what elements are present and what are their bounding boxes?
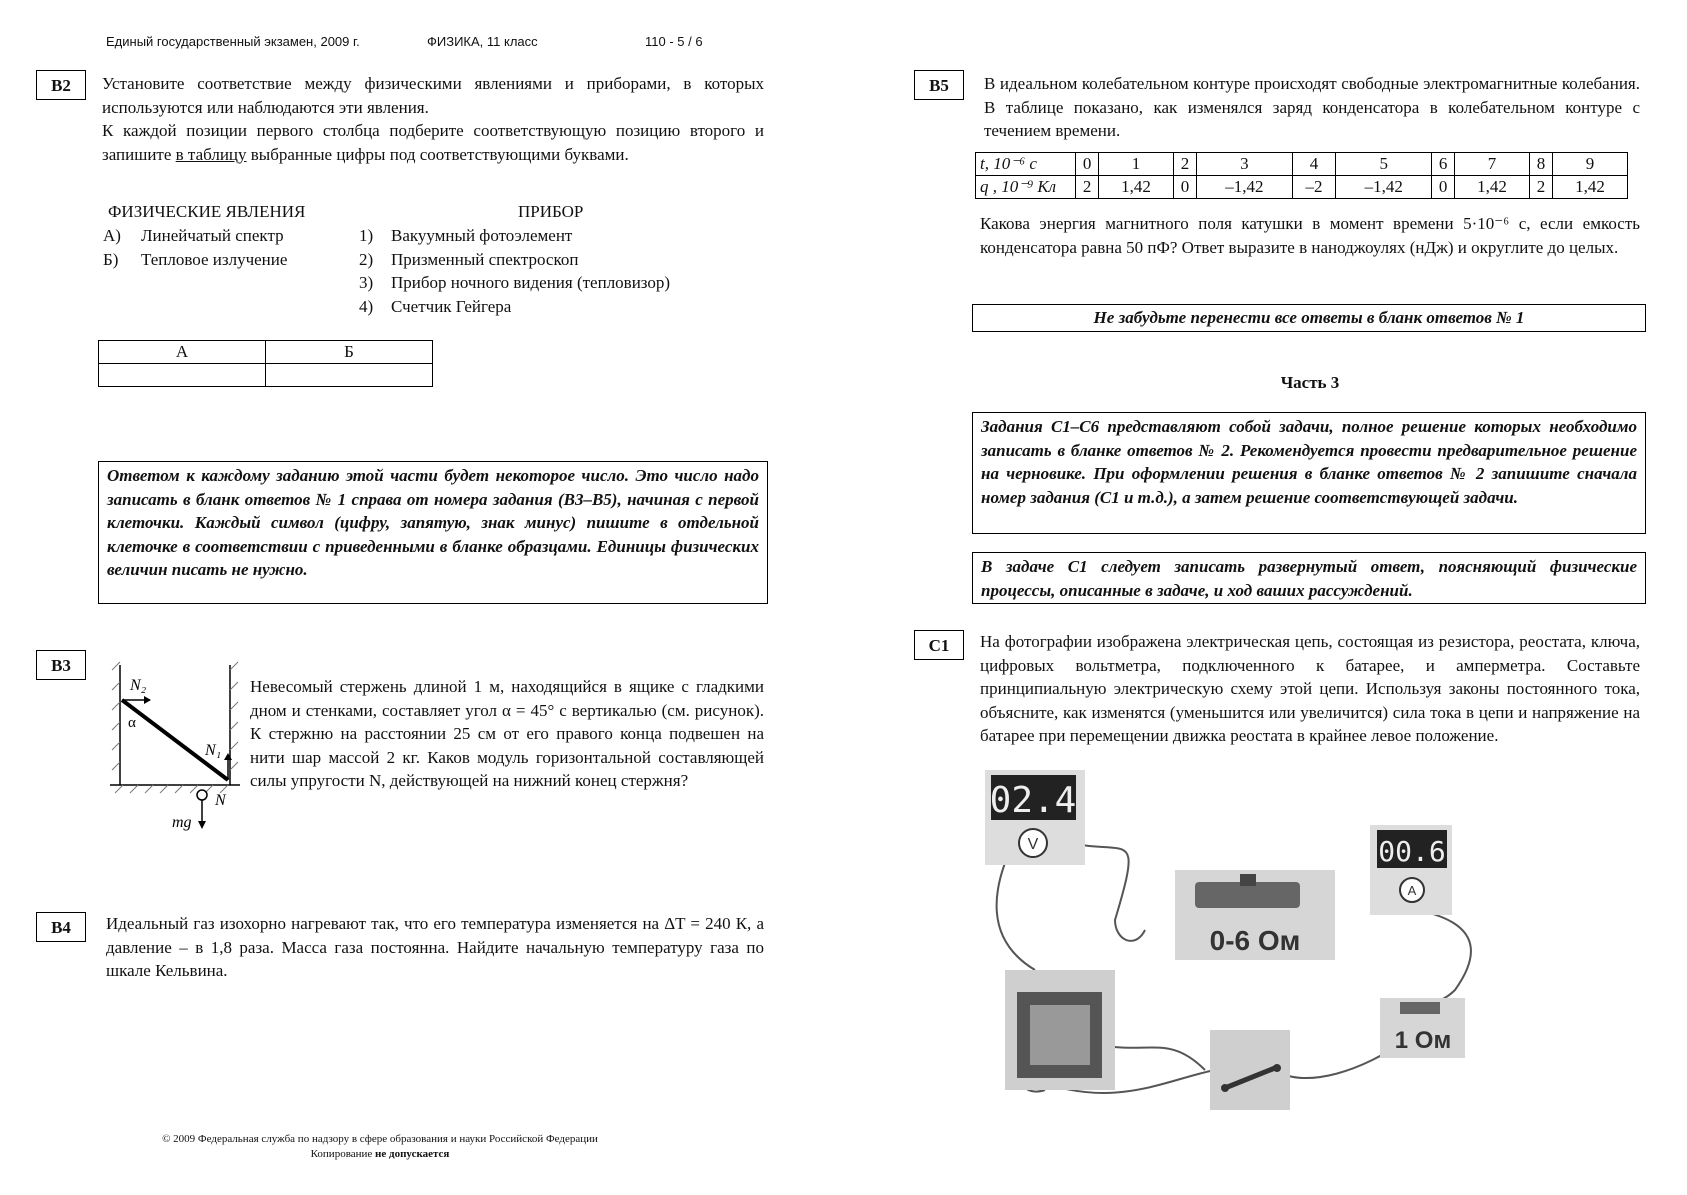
q-cell: 2 [1529, 176, 1552, 199]
b2-text [102, 72, 764, 166]
t-cell: 0 [1076, 153, 1099, 176]
b3-text: Невесомый стержень длиной 1 м, находящийся в ящике с гладкими дном и стенками, составляет угол α = 45° с вертикалью (см. рисунок). К стержню на расстоянии 25 см от его правого конца подвешен на нити шар массой 2 кг. Каков модуль горизонтальной составляющей силы упругости N, действующей на нижний конец стержня? [250, 677, 764, 790]
t-cell: 4 [1292, 153, 1336, 176]
q-cell: 1,42 [1455, 176, 1530, 199]
q-cell: 2 [1076, 176, 1099, 199]
b2-col1-title: ФИЗИЧЕСКИЕ ЯВЛЕНИЯ [108, 202, 306, 221]
device-item: 1) Вакуумный фотоэлемент [359, 226, 573, 245]
ammeter [1370, 825, 1452, 915]
reminder-box: Не забудьте перенести все ответы в бланк ответов № 1 [972, 304, 1646, 332]
alpha-label: α [128, 715, 136, 731]
footer [100, 1132, 660, 1162]
voltmeter [985, 770, 1085, 865]
phenomenon-item: А) Линейчатый спектр [103, 226, 284, 245]
voltmeter-display: 02.4 [989, 780, 1077, 821]
table-row-charge [976, 176, 1628, 199]
task-tag-b4: B4 [36, 912, 86, 942]
c1-text: На фотографии изображена электрическая цепь, состоящая из резистора, реостата, ключа, цифровых вольтметра, подключенного к батарее, и амперметра. Составьте принципиальную электрическую схему этой цепи. Используя законы постоянного тока, объясните, как изменятся (уменьшится или увеличится) сила тока в цепи и напряжение на батарее при перемещении движка реостата в крайнее левое положение. [980, 632, 1640, 745]
b2-text2-underlined: в таблицу [175, 144, 247, 164]
rod [122, 700, 228, 780]
t-cell: 6 [1432, 153, 1455, 176]
t-cell: 1 [1099, 153, 1174, 176]
t-cell: 8 [1529, 153, 1552, 176]
ammeter-symbol: A [1407, 883, 1417, 898]
t-cell: 9 [1553, 153, 1628, 176]
b2-text2a: К каждой позиции первого столбца подберите соответствующую позицию второго и запишите [102, 121, 764, 164]
part3-title: Часть 3 [1280, 373, 1340, 392]
footer-copyright: © 2009 Федеральная служба по надзору в сфере образования и науки Российской Федерации [162, 1133, 598, 1145]
ball [197, 790, 207, 800]
n1-label: N₁ [205, 742, 222, 759]
header-exam: Единый государственный экзамен, 2009 г. [106, 34, 360, 49]
c1-circuit-photo [985, 770, 1505, 1120]
q-cell: 0 [1432, 176, 1455, 199]
q-label: q , 10⁻⁹ Кл [976, 176, 1076, 199]
table-row-time [976, 153, 1628, 176]
header-page: 110 - 5 / 6 [645, 34, 703, 49]
task-tag-c1: C1 [914, 630, 964, 660]
header-subject: ФИЗИКА, 11 класс [427, 34, 538, 49]
q-cell: 0 [1173, 176, 1196, 199]
task-tag-b5: B5 [914, 70, 964, 100]
q-cell: –1,42 [1336, 176, 1432, 199]
q-cell: –2 [1292, 176, 1336, 199]
t-label: t, 10⁻⁶ с [976, 153, 1076, 176]
battery [1005, 970, 1115, 1090]
device-item: 3) Прибор ночного видения (тепловизор) [359, 273, 671, 292]
b4-text: Идеальный газ изохорно нагревают так, что его температура изменяется на ΔT = 240 К, а давление – в 1,8 раза. Масса газа постоянна. Найдите начальную температуру газа по шкале Кельвина. [106, 914, 764, 980]
ammeter-display: 00.6 [1378, 835, 1446, 868]
t-cell: 2 [1173, 153, 1196, 176]
footer-copy-note: Копирование не допускается [310, 1148, 450, 1160]
rheostat [1175, 870, 1335, 960]
b2-answer-table [98, 340, 433, 387]
b2-text1: Установите соответствие между физическими явлениями и приборами, в которых используются или наблюдаются эти явления. [102, 74, 764, 117]
q-cell: 1,42 [1553, 176, 1628, 199]
b2-text2b: выбранные цифры под соответствующими буквами. [250, 144, 629, 164]
q-cell: 1,42 [1099, 176, 1174, 199]
answer-header-b: Б [266, 341, 433, 364]
b3-rod-figure [100, 655, 240, 835]
device-item: 4) Счетчик Гейгера [359, 296, 512, 316]
answer-cell-a[interactable] [99, 364, 266, 387]
phenomenon-item: Б) Тепловое излучение [103, 249, 288, 269]
switch-key [1210, 1030, 1290, 1110]
b5-question: Какова энергия магнитного поля катушки в момент времени 5·10⁻⁶ с, если емкость конденсатора равна 50 пФ? Ответ выразите в наноджоулях (нДж) и округлите до целых. [980, 214, 1640, 257]
resistor-label: 1 Ом [1394, 1027, 1452, 1054]
rheostat-label: 0-6 Ом [1209, 925, 1301, 956]
n-label: N [215, 792, 226, 809]
b2-devices-list [359, 224, 670, 318]
part3-instructions-box: Задания С1–С6 представляют собой задачи, полное решение которых необходимо записать в бланке ответов № 2. Рекомендуется провести предварительное решение на черновике. При оформлении решения в бланке ответов № 2 запишите сначала номер задания (С1 и т.д.), а затем решение соответствующей задачи. [972, 412, 1646, 534]
t-cell: 5 [1336, 153, 1432, 176]
b2-col2-title: ПРИБОР [518, 202, 584, 221]
b5-charge-table [975, 152, 1628, 199]
answer-header-a: А [99, 341, 266, 364]
task-tag-b2: B2 [36, 70, 86, 100]
c1-instructions-box: В задаче С1 следует записать развернутый ответ, поясняющий физические процессы, описанные в задаче, и ход ваших рассуждений. [972, 552, 1646, 604]
t-cell: 3 [1197, 153, 1293, 176]
b5-text: В идеальном колебательном контуре происходят свободные электромагнитные колебания. В таблице показано, как изменялся заряд конденсатора в колебательном контуре с течением времени. [984, 74, 1640, 140]
resistor [1380, 998, 1465, 1058]
t-cell: 7 [1455, 153, 1530, 176]
device-item: 2) Призменный спектроскоп [359, 249, 579, 269]
task-tag-b3: B3 [36, 650, 86, 680]
b2-phenomena-list [103, 224, 287, 271]
q-cell: –1,42 [1197, 176, 1293, 199]
n2-label: N₂ [130, 677, 147, 694]
voltmeter-symbol: V [1027, 836, 1039, 853]
mg-label: mg [172, 814, 192, 831]
answer-cell-b[interactable] [266, 364, 433, 387]
part-instructions-box: Ответом к каждому заданию этой части будет некоторое число. Это число надо записать в бланк ответов № 1 справа от номера задания (B3–B5), начиная с первой клеточки. Каждый символ (цифру, запятую, знак минус) пишите в отдельной клеточке в соответствии с приведенными в бланке образцами. Единицы физических величин писать не нужно. [98, 461, 768, 604]
